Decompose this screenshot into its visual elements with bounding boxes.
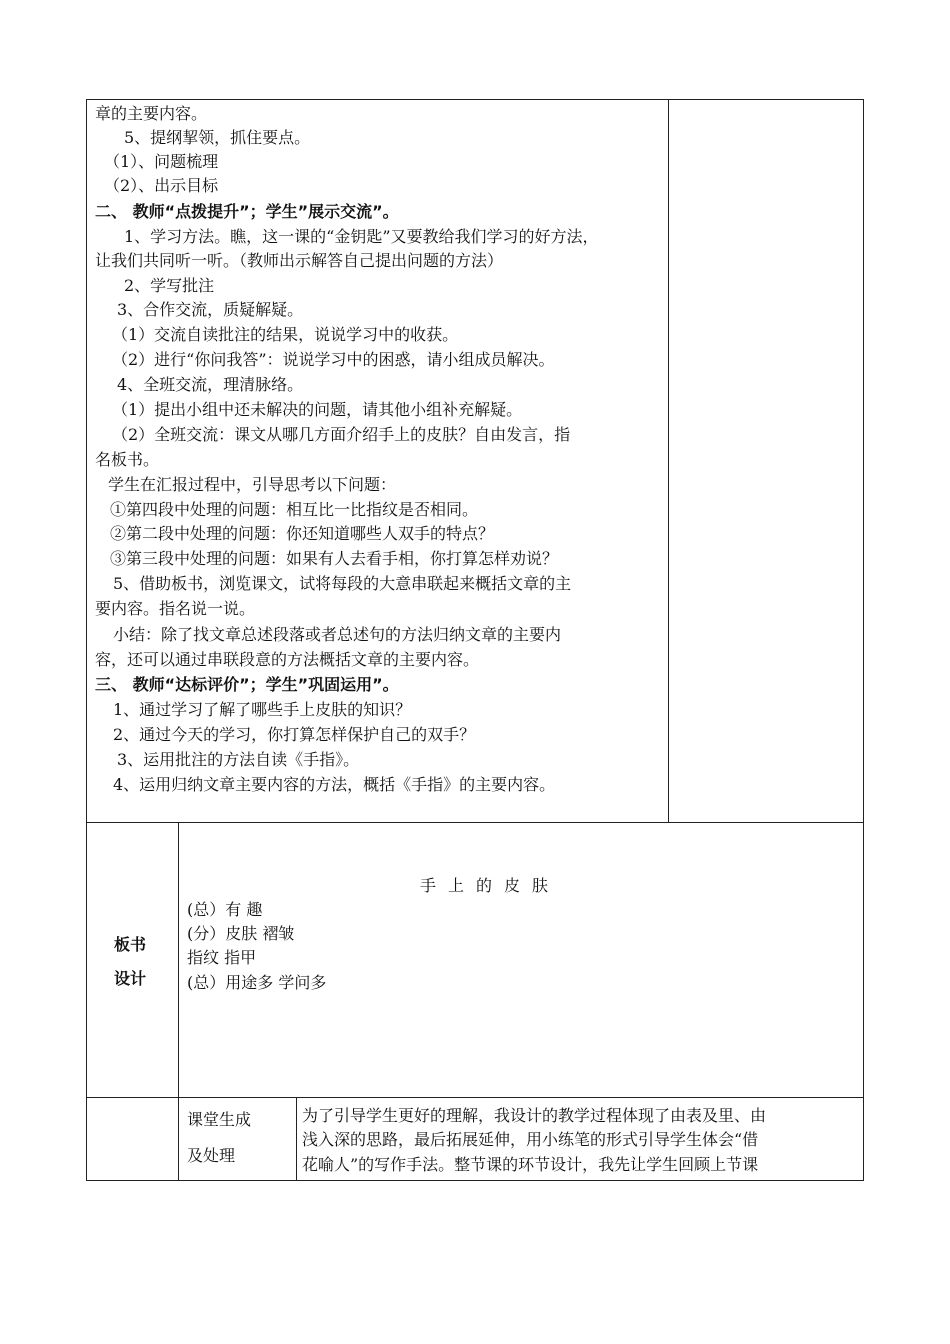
section-heading-three: 三、 教师“达标评价”；学生”巩固运用”。 <box>95 675 399 694</box>
process-line: 名板书。 <box>95 450 160 469</box>
board-line: (总）用途多 学问多 <box>187 973 327 992</box>
classroom-label-line1: 课堂生成 <box>187 1110 252 1129</box>
classroom-text-line: 浅入深的思路，最后拓展延伸，用小练笔的形式引导学生体会“借 <box>302 1130 759 1149</box>
process-line: 1、通过学习了解了哪些手上皮肤的知识？ <box>113 700 412 719</box>
process-line: 让我们共同听一听。（教师出示解答自己提出问题的方法） <box>95 251 504 270</box>
process-line: 2、通过今天的学习，你打算怎样保护自己的双手？ <box>113 725 476 744</box>
board-design-label-line2: 设计 <box>114 969 147 988</box>
label-column-divider <box>178 822 179 1181</box>
process-line: 4、运用归纳文章主要内容的方法，概括《手指》的主要内容。 <box>113 775 556 794</box>
board-line: 指纹 指甲 <box>187 948 257 967</box>
board-design-label-line1: 板书 <box>114 935 147 954</box>
process-line: （1）交流自读批注的结果，说说学习中的收获。 <box>112 325 459 344</box>
process-line: 章的主要内容。 <box>95 104 208 123</box>
upper-column-divider <box>668 99 669 823</box>
table-top-border <box>86 99 864 100</box>
process-line: 学生在汇报过程中，引导思考以下问题： <box>108 475 397 494</box>
process-line: 3、合作交流，质疑解疑。 <box>117 300 304 319</box>
table-left-border <box>86 99 87 1181</box>
summary-line: 小结：除了找文章总述段落或者总述句的方法归纳文章的主要内 <box>113 625 562 644</box>
process-line: （2）进行“你问我答”：说说学习中的困惑，请小组成员解决。 <box>112 350 555 369</box>
board-line: (分）皮肤 褶皱 <box>187 924 295 943</box>
process-line: （1）提出小组中还未解决的问题，请其他小组补充解疑。 <box>112 400 523 419</box>
process-line: 5、借助板书，浏览课文，试将每段的大意串联起来概括文章的主 <box>113 574 572 593</box>
process-line: 3、运用批注的方法自读《手指》。 <box>117 750 360 769</box>
process-line: （2）、出示目标 <box>104 176 219 195</box>
classroom-text-line: 为了引导学生更好的理解，我设计的教学过程体现了由表及里、由 <box>302 1106 767 1125</box>
board-title: 手上的皮肤 <box>420 876 561 895</box>
question-item-3: ③第三段中处理的问题：如果有人去看手相，你打算怎样劝说？ <box>110 549 559 568</box>
process-line: 2、学写批注 <box>124 276 215 295</box>
question-item-2: ②第二段中处理的问题：你还知道哪些人双手的特点？ <box>110 524 495 543</box>
process-line: 1、学习方法。瞧，这一课的“金钥匙”又要教给我们学习的好方法， <box>124 227 599 246</box>
section-heading-two: 二、 教师“点拨提升”；学生”展示交流”。 <box>95 202 399 221</box>
process-line: （2）全班交流：课文从哪几方面介绍手上的皮肤？自由发言，指 <box>112 425 571 444</box>
table-right-border <box>863 99 864 1181</box>
classroom-label-line2: 及处理 <box>187 1146 236 1165</box>
upper-section-bottom-border <box>86 822 864 823</box>
process-line: 要内容。指名说一说。 <box>95 599 256 618</box>
process-line: 4、全班交流，理清脉络。 <box>117 375 304 394</box>
process-line: （1）、问题梳理 <box>104 152 219 171</box>
summary-line: 容，还可以通过串联段意的方法概括文章的主要内容。 <box>95 650 480 669</box>
board-section-bottom-border <box>86 1097 864 1098</box>
table-bottom-border <box>86 1180 864 1181</box>
board-line: (总）有 趣 <box>187 900 263 919</box>
classroom-text-line: 花喻人”的写作手法。整节课的环节设计，我先让学生回顾上节课 <box>302 1155 759 1174</box>
process-line: 5、提纲挈领，抓住要点。 <box>124 128 311 147</box>
question-item-1: ①第四段中处理的问题：相互比一比指纹是否相同。 <box>110 500 479 519</box>
classroom-label-divider <box>296 1097 297 1181</box>
